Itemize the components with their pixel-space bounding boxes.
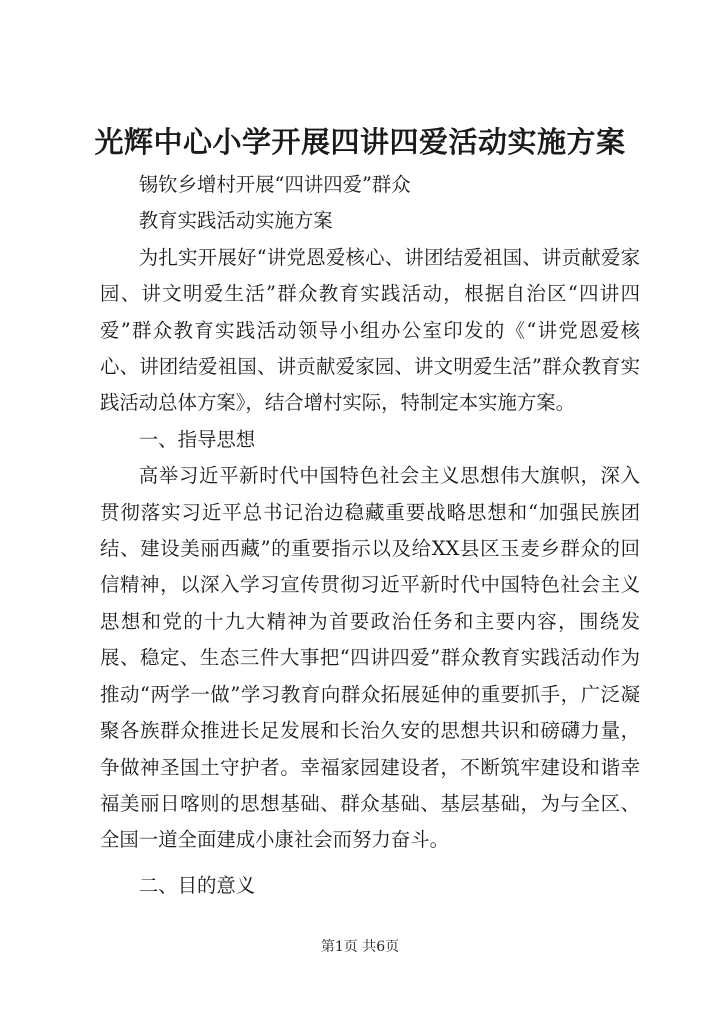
subtitle-line-2: 教育实践活动实施方案 [138,209,333,233]
paragraph-guiding-ideology: 高举习近平新时代中国特色社会主义思想伟大旗帜，深入贯彻落实习近平总书记治边稳藏重要战略思想和“加强民族团结、建设美丽西藏”的重要指示以及给XX县区玉麦乡群众的回信精神，以深入学习宣传贯彻习近平新时代中国特色社会主义思想和党的十九大精神为首要政治任务和主要内容，围绕发展、稳定、生态三件大事把“四讲四爱”群众教育实践活动作为推动“两学一做”学习教育向群众拓展延伸的重要抓手，广泛凝聚各族群众推进长足发展和长治久安的思想共识和磅礴力量，争做神圣国土守护者。幸福家园建设者，不断筑牢建设和谐幸福美丽日喀则的思想基础、群众基础、基层基础，为与全区、全国一道全面建成小康社会而努力奋斗。 [100,464,640,852]
document-body [100,167,640,904]
section-heading-purpose: 二、目的意义 [138,873,256,897]
paragraph-intro: 为扎实开展好“讲党恩爱核心、讲团结爱祖国、讲贡献爱家园、讲文明爱生活”群众教育实践活动，根据自治区“四讲四爱”群众教育实践活动领导小组办公室印发的《“讲党恩爱核心、讲团结爱祖国、讲贡献爱家园、讲文明爱生活”群众教育实践活动总体方案》，结合增村实际，特制定本实施方案。 [100,245,640,415]
section-heading-guiding-ideology: 一、指导思想 [138,427,256,451]
document-title: 光辉中心小学开展四讲四爱活动实施方案 [94,125,626,159]
page-indicator: 第1页 共6页 [320,939,400,955]
subtitle-line-1: 锡钦乡增村开展“四讲四爱”群众 [138,173,411,196]
